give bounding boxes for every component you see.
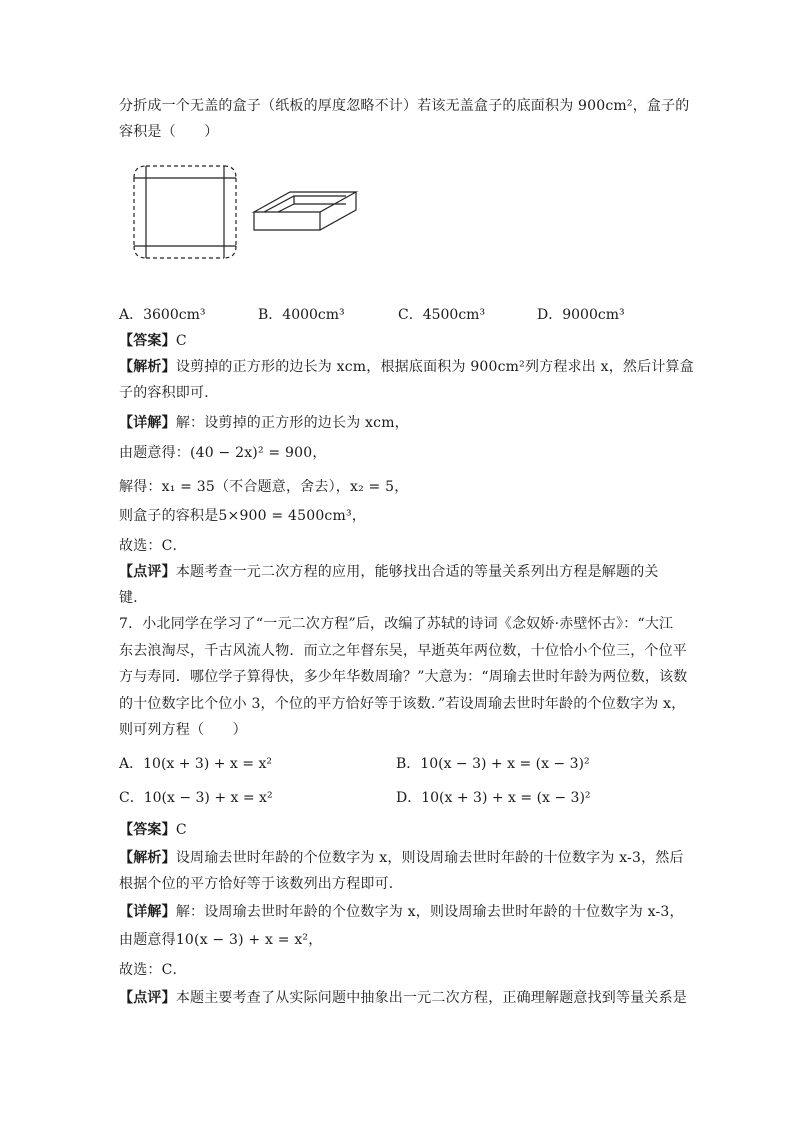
problem7-stem-line5: 则可列方程（ ） [119,722,247,738]
problem6-analysis-line1 [119,357,694,377]
problem6-review-line1 [119,562,659,582]
problem6-option-c[interactable]: C．4500cm³ [398,307,486,323]
problem6-analysis-line2: 子的容积即可． [119,385,219,401]
problem6-option-a[interactable]: A．3600cm³ [119,307,206,323]
problem6-solution-line [119,477,408,497]
detail-text: 解：设周瑜去世时年龄的个位数字为 x，则设周瑜去世时年龄的十位数字为 x-3， [175,904,684,920]
volume-expression: 5×900 = 4500cm³ [218,508,352,524]
problem7-analysis-line2: 根据个位的平方恰好等于该数列出方程即可． [119,876,403,892]
option-b-equation: 10(x − 3) + x = (x − 3)² [420,756,590,772]
problem7-stem-line3: 方与寿同．哪位学子算得快，多少年华数周瑜？”大意为：“周瑜去世时年龄为两位数，该数 [119,669,688,685]
problem6-stem-line1: 分折成一个无盖的盒子（纸板的厚度忽略不计）若该无盖盒子的底面积为 900cm²，盒子的 [119,98,690,114]
problem7-option-d[interactable] [396,788,591,808]
option-c-equation: 10(x − 3) + x = x² [143,790,273,806]
problem7-stem-line2: 东去浪淘尽，千古风流人物．而立之年督东吴，早逝英年两位数，十位恰小个位三，个位平 [119,643,687,659]
problem7-detail-line1 [119,902,684,922]
detail-label: 【详解】 [119,904,176,920]
problem6-review-line2: 键． [119,590,148,606]
equation-prefix: 由题意得： [119,445,190,461]
answer-value: C [175,333,187,349]
problem6-choose: 故选：C． [119,538,187,554]
solution-x1: x₁ = 35 [161,479,215,495]
volume-prefix: 则盒子的容积是 [119,508,219,524]
detail-text: 解：设剪掉的正方形的边长为 xcm， [175,415,409,431]
equation: 10(x − 3) + x = x² [175,932,309,948]
option-a-label: A． [119,756,144,772]
volume-suffix: ， [351,508,366,524]
analysis-label: 【解析】 [119,850,176,866]
answer-label: 【答案】 [119,822,176,838]
review-text: 本题考查一元二次方程的应用，能够找出合适的等量关系列出方程是解题的关 [175,564,659,580]
open-box-figure [250,184,360,234]
equation-suffix: ， [312,445,327,461]
problem7-option-c[interactable] [119,788,273,808]
problem7-stem-line4: 的十位数字比个位小 3，个位的平方恰好等于该数．”若设周瑜去世时年龄的个位数字为 x， [119,696,686,712]
problem7-stem-line1: 7．小北同学在学习了“一元二次方程”后，改编了苏轼的诗词《念奴娇·赤壁怀古》：“大江 [119,616,674,632]
problem6-answer [119,331,187,351]
review-label: 【点评】 [119,990,176,1006]
problem6-option-b[interactable]: B．4000cm³ [258,307,345,323]
problem7-answer [119,820,187,840]
option-b-label: B． [396,756,421,772]
review-text: 本题主要考查了从实际问题中抽象出一元二次方程，正确理解题意找到等量关系是 [175,990,688,1006]
problem6-detail-line1 [119,413,409,433]
analysis-text: 设周瑜去世时年龄的个位数字为 x，则设周瑜去世时年龄的十位数字为 x-3，然后 [175,850,684,866]
solution-note: （不合题意，舍去）， [214,479,350,495]
solution-prefix: 解得： [119,479,162,495]
problem7-equation-line [119,930,322,950]
option-a-equation: 10(x + 3) + x = x² [143,756,272,772]
answer-value: C [175,822,187,838]
answer-label: 【答案】 [119,333,176,349]
equation: (40 − 2x)² = 900 [190,445,313,461]
problem7-choose: 故选：C． [119,962,187,978]
equation-prefix: 由题意得 [119,932,176,948]
problem6-stem-line2: 容积是（ ） [119,124,219,140]
option-d-label: D． [396,790,422,806]
problem7-review-line1 [119,988,687,1008]
problem7-option-b[interactable] [396,754,590,774]
problem7-option-a[interactable] [119,754,272,774]
review-label: 【点评】 [119,564,176,580]
solution-x2: x₂ = 5 [349,479,395,495]
problem6-equation-line [119,443,327,463]
detail-label: 【详解】 [119,415,176,431]
option-c-label: C． [119,790,144,806]
option-d-equation: 10(x + 3) + x = (x − 3)² [421,790,591,806]
analysis-label: 【解析】 [119,359,176,375]
problem6-option-d[interactable]: D．9000cm³ [537,307,625,323]
problem7-analysis-line1 [119,848,684,868]
equation-suffix: ， [308,932,323,948]
problem6-volume-line [119,506,366,526]
analysis-text: 设剪掉的正方形的边长为 xcm，根据底面积为 900cm²列方程求出 x，然后计算盒 [175,359,694,375]
solution-suffix: ， [394,479,409,495]
cardboard-net-figure [132,164,238,260]
